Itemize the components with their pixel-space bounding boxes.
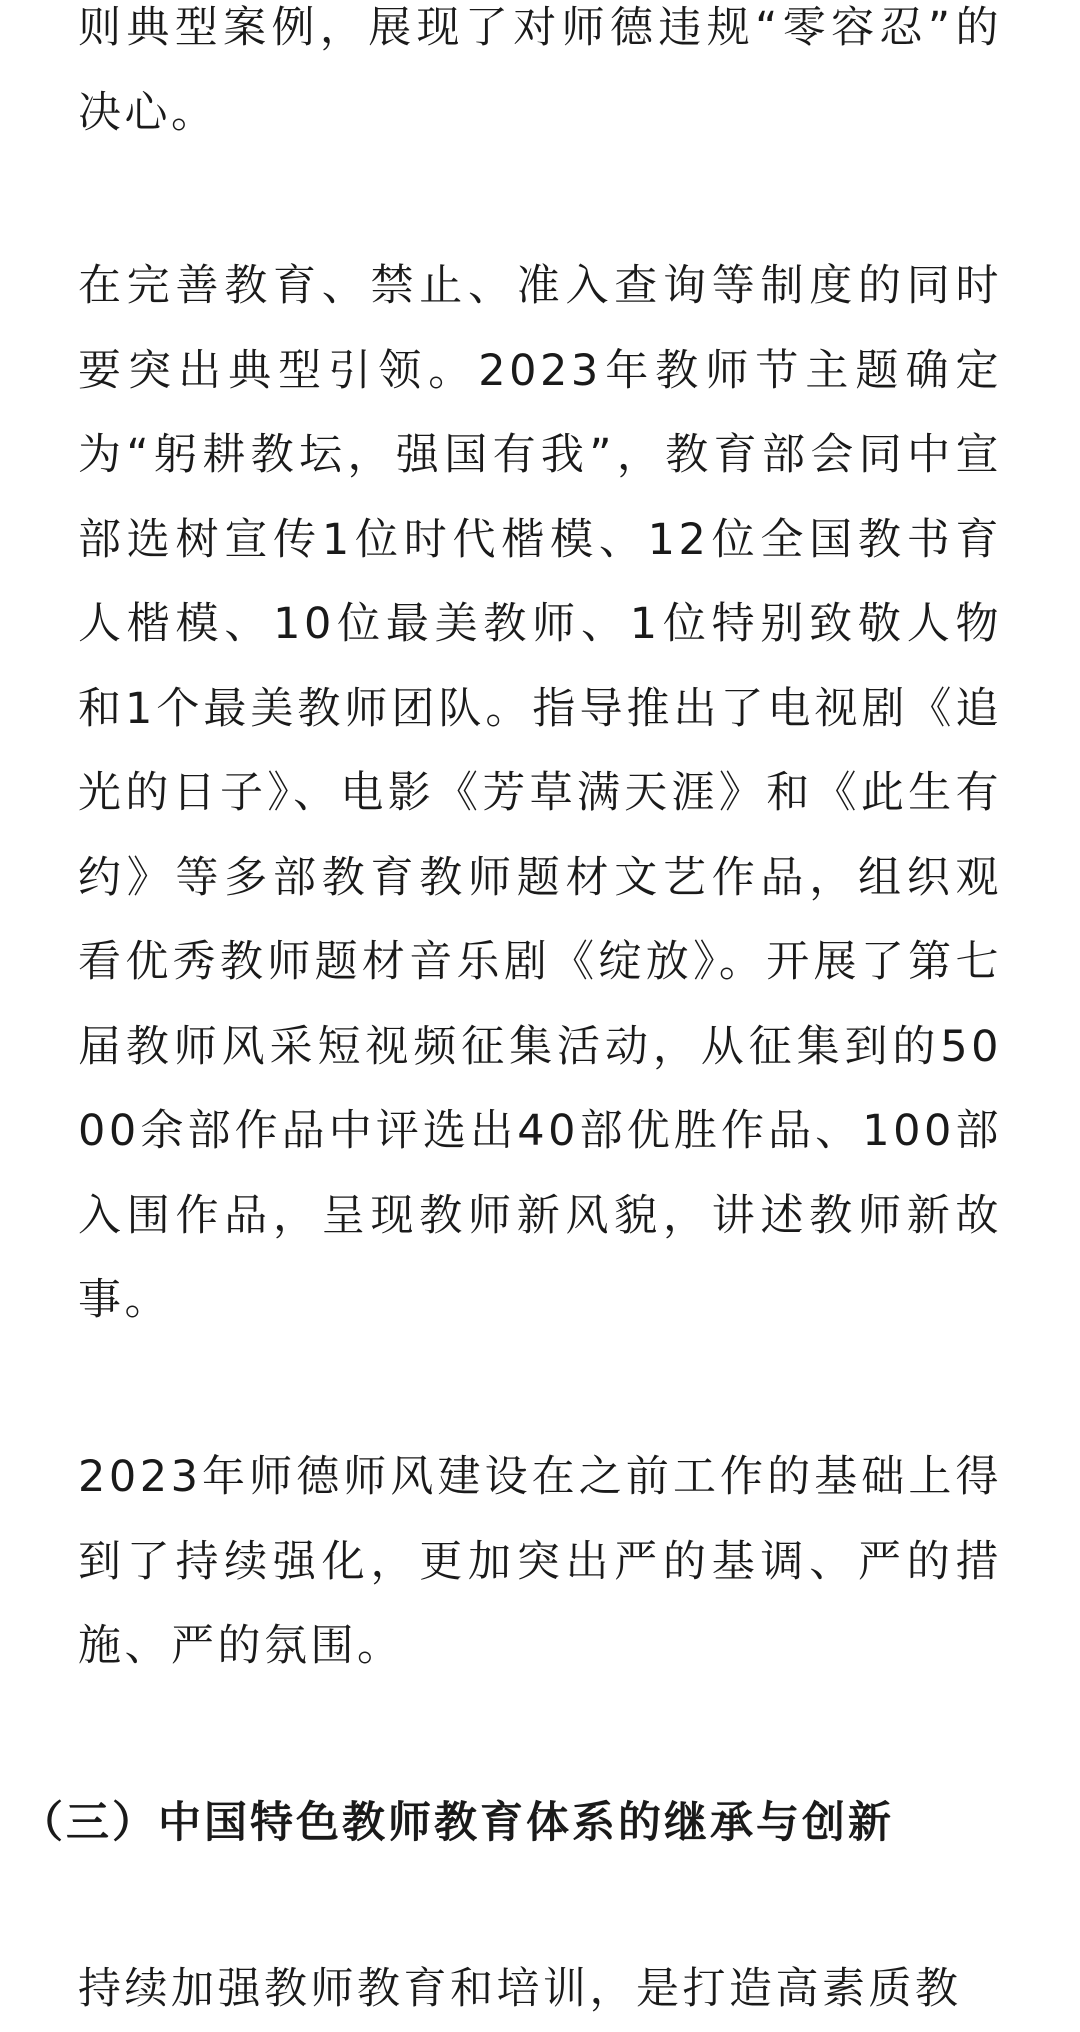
article-paragraph: 2023年师德师风建设在之前工作的基础上得到了持续强化，更加突出严的基调、严的措施、严的氛围。: [78, 1452, 1002, 1671]
article-paragraph: 在完善教育、禁止、准入查询等制度的同时要突出典型引领。2023年教师节主题确定为“躬耕教坛，强国有我”，教育部会同中宣部选树宣传1位时代楷模、12位全国教书育人楷模、10位最美教师、1位特别致敬人物和1个最美教师团队。指导推出了电视剧《追光的日子》、电影《芳草满天涯》和《此生有约》等多部教育教师题材文艺作品，组织观看优秀教师题材音乐剧《绽放》。开展了第七届教师风采短视频征集活动，从征集到的5000余部作品中评选出40部优胜作品、100部入围作品，呈现教师新风貌，讲述教师新故事。: [78, 261, 1002, 1325]
article-paragraph: 持续加强教师教育和培训，是打造高素质教: [78, 1964, 962, 2014]
section-heading: （三）中国特色教师教育体系的继承与创新: [20, 1798, 894, 1848]
article-paragraph: 则典型案例，展现了对师德违规“零容忍”的决心。: [78, 3, 1002, 138]
